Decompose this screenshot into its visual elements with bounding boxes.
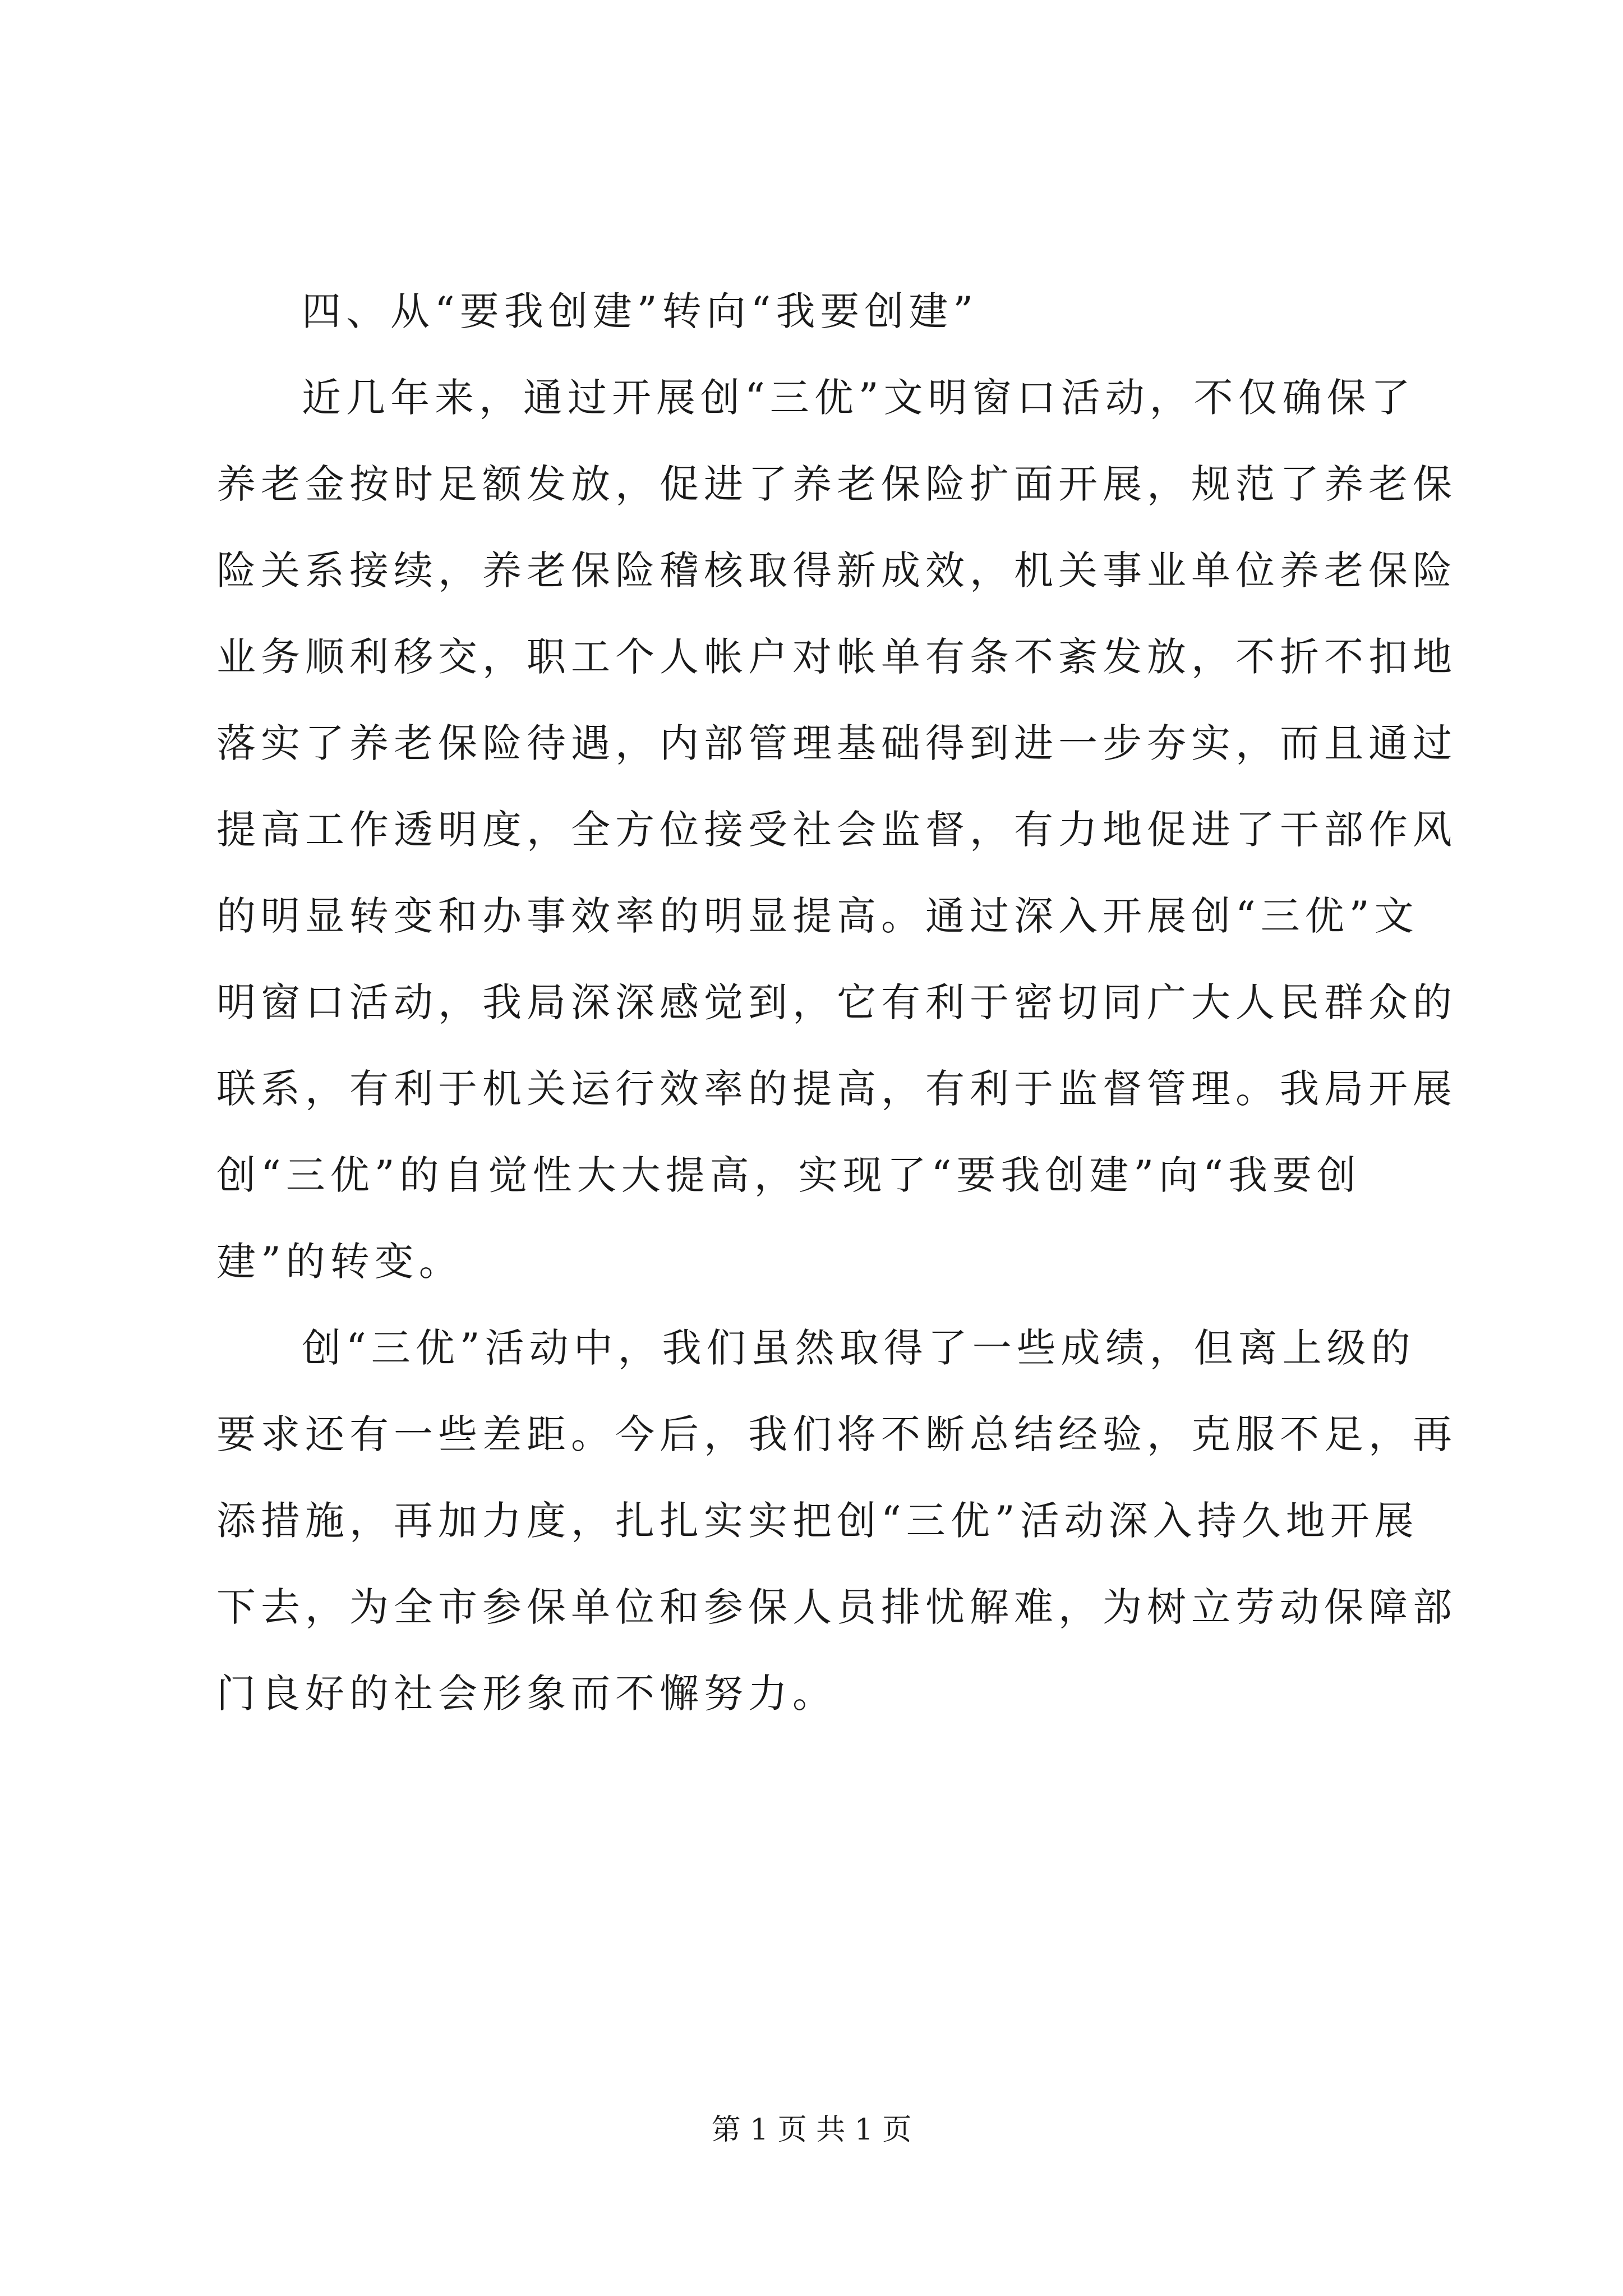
page-number-footer: 第 1 页 共 1 页 xyxy=(711,2113,912,2147)
paragraph-2 xyxy=(216,1305,1457,1737)
paragraph-line: 提高工作透明度，全方位接受社会监督，有力地促进了干部作风 xyxy=(216,807,1457,853)
paragraph-line: 近几年来，通过开展创“三优”文明窗口活动，不仅确保了 xyxy=(302,375,1415,421)
paragraph-line: 险关系接续，养老保险稽核取得新成效，机关事业单位养老保险 xyxy=(216,547,1457,593)
paragraph-line: 创“三优”活动中，我们虽然取得了一些成绩，但离上级的 xyxy=(302,1325,1415,1371)
paragraph-line: 明窗口活动，我局深深感觉到，它有利于密切同广大人民群众的 xyxy=(216,979,1457,1025)
paragraph-line: 创“三优”的自觉性大大提高，实现了“要我创建”向“我要创 xyxy=(216,1152,1361,1198)
paragraph-line: 下去，为全市参保单位和参保人员排忧解难，为树立劳动保障部 xyxy=(216,1584,1457,1630)
paragraph-line: 落实了养老保险待遇，内部管理基础得到进一步夯实，而且通过 xyxy=(216,720,1457,766)
paragraph-line: 建”的转变。 xyxy=(216,1239,463,1285)
paragraph-line: 联系，有利于机关运行效率的提高，有利于监督管理。我局开展 xyxy=(216,1066,1457,1112)
paragraph-line: 业务顺利移交，职工个人帐户对帐单有条不紊发放，不折不扣地 xyxy=(216,634,1457,680)
paragraph-1 xyxy=(216,355,1457,1305)
section-heading: 四、从“要我创建”转向“我要创建” xyxy=(302,288,979,334)
paragraph-line: 养老金按时足额发放，促进了养老保险扩面开展，规范了养老保 xyxy=(216,461,1457,507)
paragraph-line: 门良好的社会形象而不懈努力。 xyxy=(216,1671,837,1717)
paragraph-line: 的明显转变和办事效率的明显提高。通过深入开展创“三优”文 xyxy=(216,893,1419,939)
document-body xyxy=(216,268,1457,1737)
paragraph-line: 添措施，再加力度，扎扎实实把创“三优”活动深入持久地开展 xyxy=(216,1498,1419,1544)
paragraph-line: 要求还有一些差距。今后，我们将不断总结经验，克服不足，再 xyxy=(216,1411,1457,1457)
